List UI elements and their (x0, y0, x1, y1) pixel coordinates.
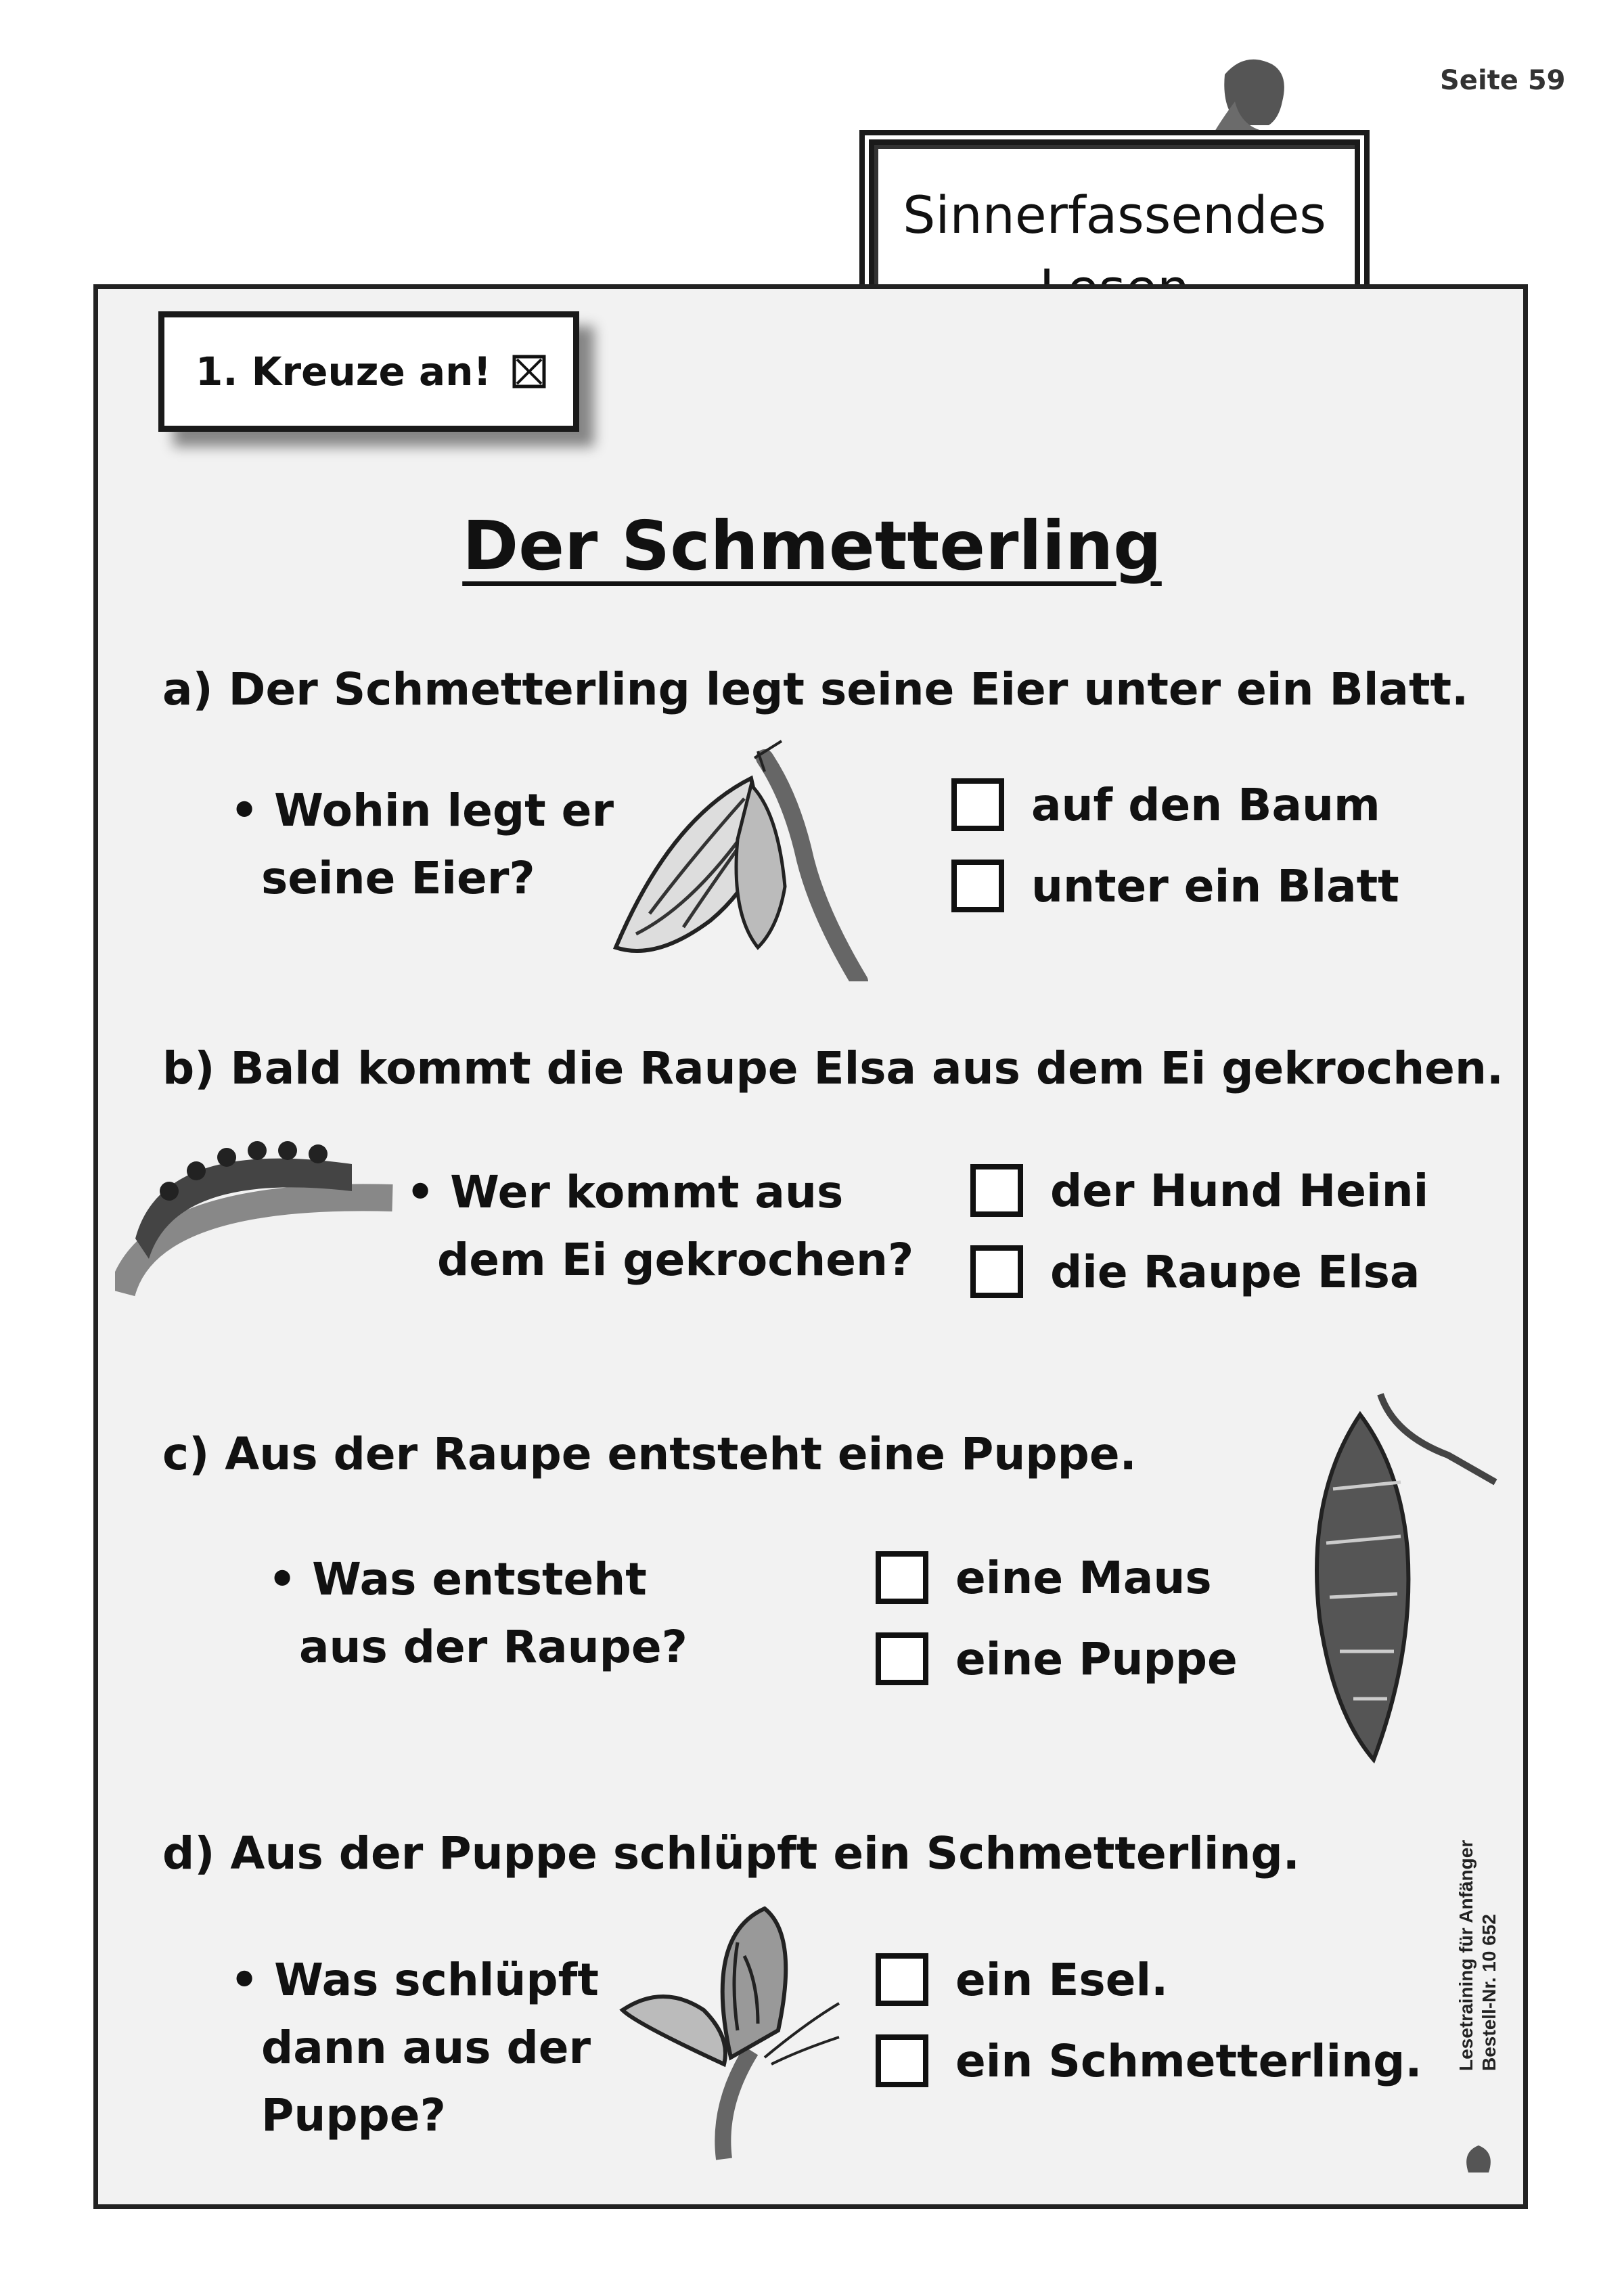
checkbox-c-2[interactable] (876, 1632, 928, 1685)
caterpillar-icon (115, 1123, 399, 1299)
option-a-1-label: auf den Baum (1031, 778, 1380, 831)
question-d (230, 1946, 599, 2149)
question-d-line-1: • Was schlüpft (230, 1954, 599, 2006)
checkbox-b-2[interactable] (970, 1245, 1023, 1298)
question-d-line-2: dann aus der (230, 2022, 591, 2074)
checkbox-c-1[interactable] (876, 1551, 928, 1604)
option-a-2-label: unter ein Blatt (1031, 860, 1399, 912)
checkbox-a-1[interactable] (951, 778, 1004, 831)
publisher-imprint (1448, 1773, 1509, 2186)
instruction-text: 1. Kreuze an! (196, 349, 491, 395)
option-b-1-label: der Hund Heini (1050, 1164, 1429, 1217)
checkbox-b-1[interactable] (970, 1164, 1023, 1217)
chrysalis-icon (1279, 1387, 1502, 1766)
checkbox-d-1[interactable] (876, 1953, 928, 2006)
question-c (268, 1546, 687, 1681)
option-c-2-label: eine Puppe (955, 1632, 1238, 1685)
option-c-1[interactable] (876, 1551, 1212, 1604)
option-d-1[interactable] (876, 1953, 1168, 2006)
statement-c: c) Aus der Raupe entsteht eine Puppe. (162, 1428, 1137, 1480)
crossed-box-icon (512, 354, 547, 389)
butterfly-on-twig-icon (609, 738, 907, 981)
question-a (230, 777, 614, 912)
question-b-line-1: • Wer kommt aus (406, 1166, 844, 1218)
question-d-line-3: Puppe? (230, 2089, 446, 2141)
worksheet-title (0, 506, 1624, 585)
question-b (406, 1159, 914, 1294)
title-text: Der Schmetterling (462, 506, 1162, 585)
statement-b: b) Bald kommt die Raupe Elsa aus dem Ei gekrochen. (162, 1042, 1504, 1094)
question-a-line-1: • Wohin legt er (230, 784, 614, 837)
option-b-2-label: die Raupe Elsa (1050, 1245, 1420, 1298)
option-d-1-label: ein Esel. (955, 1953, 1169, 2006)
publisher-line-2: Bestell-Nr. 10 652 (1479, 1914, 1499, 2071)
option-a-1[interactable] (951, 778, 1380, 831)
question-b-line-2: dem Ei gekrochen? (406, 1234, 914, 1286)
instruction-box (158, 311, 579, 432)
question-c-line-1: • Was entsteht (268, 1553, 647, 1605)
publisher-line-1: Lesetraining für Anfänger (1456, 1840, 1476, 2071)
option-b-2[interactable] (970, 1245, 1420, 1298)
page-number: Seite 59 (1440, 65, 1566, 96)
question-a-line-2: seine Eier? (230, 852, 535, 904)
option-d-2-label: ein Schmetterling. (955, 2034, 1422, 2087)
option-b-1[interactable] (970, 1164, 1428, 1217)
checkbox-d-2[interactable] (876, 2034, 928, 2087)
option-c-1-label: eine Maus (955, 1551, 1212, 1604)
question-c-line-2: aus der Raupe? (268, 1621, 687, 1673)
sign-line-1: Sinnerfassendes (903, 185, 1326, 245)
statement-d: d) Aus der Puppe schlüpft ein Schmetterling. (162, 1827, 1300, 1879)
publisher-logo-icon (1466, 2145, 1491, 2173)
option-a-2[interactable] (951, 860, 1399, 912)
option-c-2[interactable] (876, 1632, 1238, 1685)
option-d-2[interactable] (876, 2034, 1422, 2087)
statement-a: a) Der Schmetterling legt seine Eier unter ein Blatt. (162, 663, 1469, 715)
checkbox-a-2[interactable] (951, 860, 1004, 912)
hatching-butterfly-icon (609, 1902, 866, 2166)
